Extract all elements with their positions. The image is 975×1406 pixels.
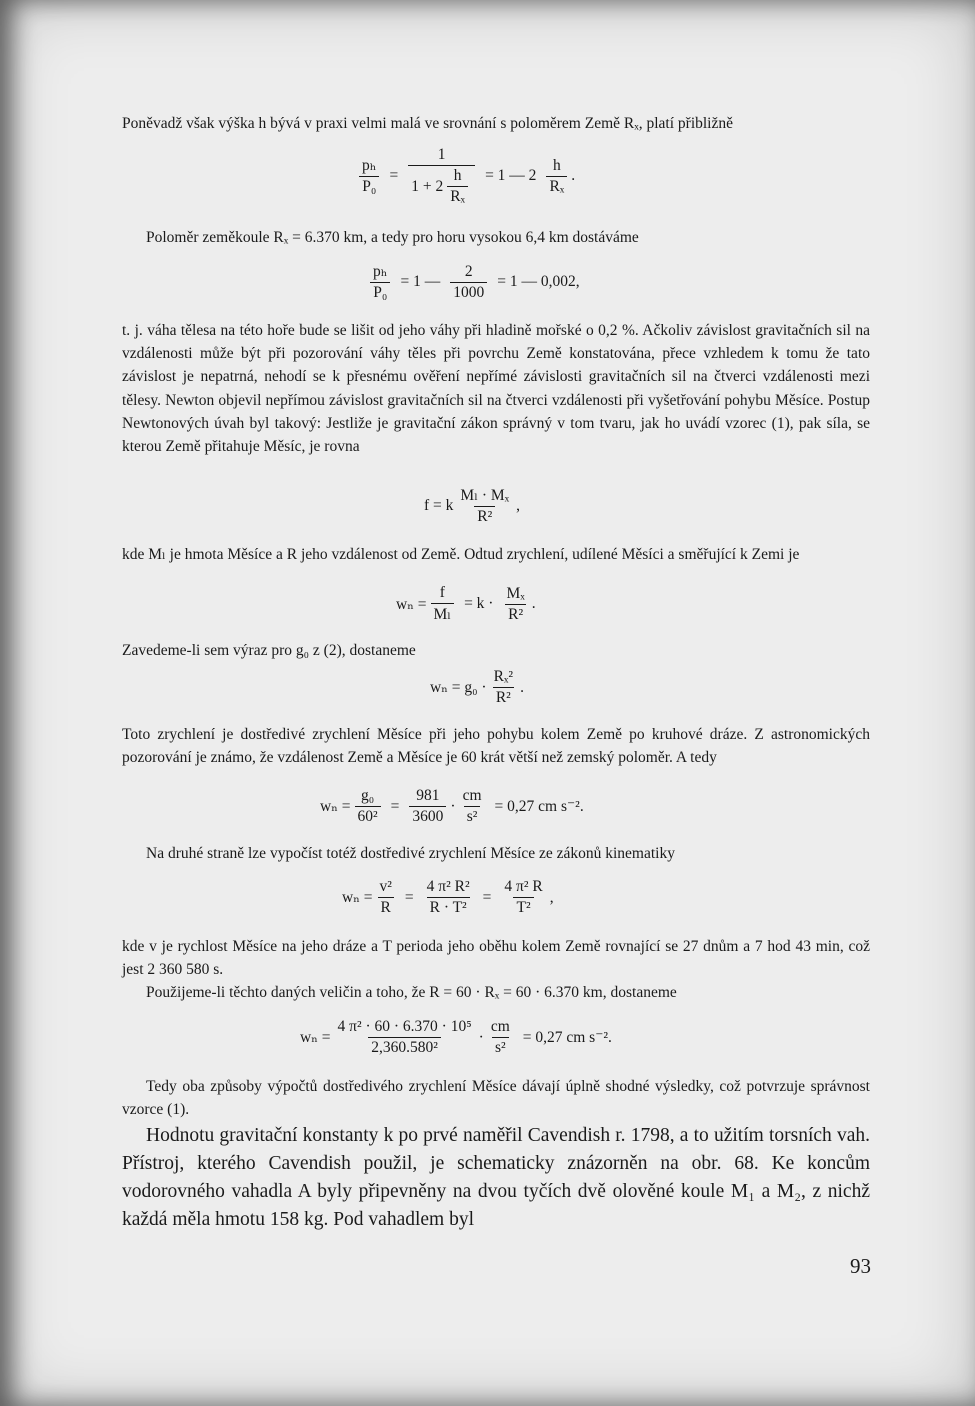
paragraph-7: Na druhé straně lze vypočíst totéž dostředivé zrychlení Měsíce ze zákonů kinematiky (146, 845, 675, 862)
equation-1: $\frac{\text{pₕ}}{\text{P₀}}$ = 1 1 + 2 $\frac{h}{\text{Rₓ}}$ = 1 — 2 $\frac{h}{\text{Rₓ}}$ . (355, 146, 575, 206)
paragraph-9: Použijeme-li těchto daných veličin a toho, že R = 60 · Rₓ = 60 · 6.370 km, dostaneme (146, 984, 677, 1001)
paragraph-3: t. j. váha tělesa na této hoře bude se lišit od jeho váhy při hladině mořské o 0,2 %. Ačkoliv závislost gravitačních sil na vzdálenosti může být při pozorování váhy těles při povrchu Země konstatována, přece vzhledem k tomu že tato závislost je nepatrná, nehodí se k přesnému ověření nepřímé závislosti gravitačních sil na čtverci vzdálenosti mezi tělesy. Newton objevil nepřímou závislost gravitačních sil na čtverci vzdálenosti při vyšetřování pohybu Měsíce. Postup Newtonových úvah byl takový: Jestliže je gravitační zákon správný v tom tvaru, jak ho uvádí vzorec (1), pak síla, se kterou Země přitahuje Měsíc, je rovna (122, 322, 870, 456)
equation-8: wₙ = $\frac{\text{4 π² · 60 · 6.370 · 10⁵}}{\text{2,360.580²}}$ · $\frac{cm}{\text{s²}}$ = 0,27 cm s⁻². (300, 1018, 612, 1056)
paragraph-6: Toto zrychlení je dostředivé zrychlení Měsíce při jeho pohybu kolem Země po kruhové dráze. Z astronomických pozorování je známo, že vzdálenost Země a Měsíce je 60 krát větší než zemský poloměr. A tedy (122, 726, 870, 767)
paragraph-11: Hodnotu gravitační konstanty k po prvé naměřil Cavendish r. 1798, a to užitím torsních vah. Přístroj, kterého Cavendish použil, je schematicky znázorněn na obr. 68. Ke koncům vodorovného vahadla A byly připevněny na dvou tyčích dvě olověné koule M₁ a M₂, z nichž každá měla hmotu 158 kg. Pod vahadlem byl (122, 1125, 870, 1230)
paragraph-10: Tedy oba způsoby výpočtů dostředivého zrychlení Měsíce dávají úplně shodné výsledky, což potvrzuje správnost vzorce (1). (122, 1078, 870, 1119)
paragraph-4: kde Mₗ je hmota Měsíce a R jeho vzdálenost od Země. Odtud zrychlení, udílené Měsíci a směřující k Zemi je (122, 546, 800, 563)
eq1-lhs-fraction: $\frac{\text{pₕ}}{\text{P₀}}$ (359, 156, 379, 196)
paragraph-2: Poloměr zeměkoule Rₓ = 6.370 km, a tedy pro horu vysokou 6,4 km dostáváme (146, 229, 639, 246)
equation-6: wₙ = $\frac{\text{g₀}}{\text{60²}}$ = $\frac{981}{3600}$ · $\frac{cm}{\text{s²}}$ = 0,27 cm s⁻². (320, 787, 584, 825)
paragraph-1: Poněvadž však výška h bývá v praxi velmi malá ve srovnání s poloměrem Země Rₓ, platí přibližně (122, 115, 733, 132)
equation-4: wₙ = $\frac{f}{\text{Mₗ}}$ = k · $\frac{\text{Mₓ}}{\text{R²}}$ . (396, 584, 536, 623)
eq1-rhs-fraction: $\frac{h}{\text{Rₓ}}$ (546, 157, 567, 196)
equation-7: wₙ = $\frac{\text{v²}}{R}$ = $\frac{\text{4 π² R²}}{\text{R · T²}}$ = $\frac{\text{4 π² R}}{\text{T²}}$ , (342, 878, 554, 916)
page-number: 93 (850, 1254, 871, 1278)
paragraph-8: kde v je rychlost Měsíce na jeho dráze a T perioda jeho oběhu kolem Země rovnající se 27 dnům a 7 hod 43 min, což jest 2 360 580 s. (122, 938, 870, 979)
equation-3: f = k $\frac{\text{Mₗ · Mₓ}}{\text{R²}}$ , (424, 487, 521, 525)
equation-2: $\frac{\text{pₕ}}{\text{P₀}}$ = 1 — $\frac{2}{1000}$ = 1 — 0,002, (366, 262, 586, 302)
eq1-mid-fraction: 1 1 + 2 $\frac{h}{\text{Rₓ}}$ (408, 146, 475, 206)
equation-5: wₙ = g₀ · $\frac{\text{Rₓ²}}{\text{R²}}$ . (430, 668, 524, 706)
paragraph-5: Zavedeme-li sem výraz pro g₀ z (2), dostaneme (122, 642, 416, 659)
